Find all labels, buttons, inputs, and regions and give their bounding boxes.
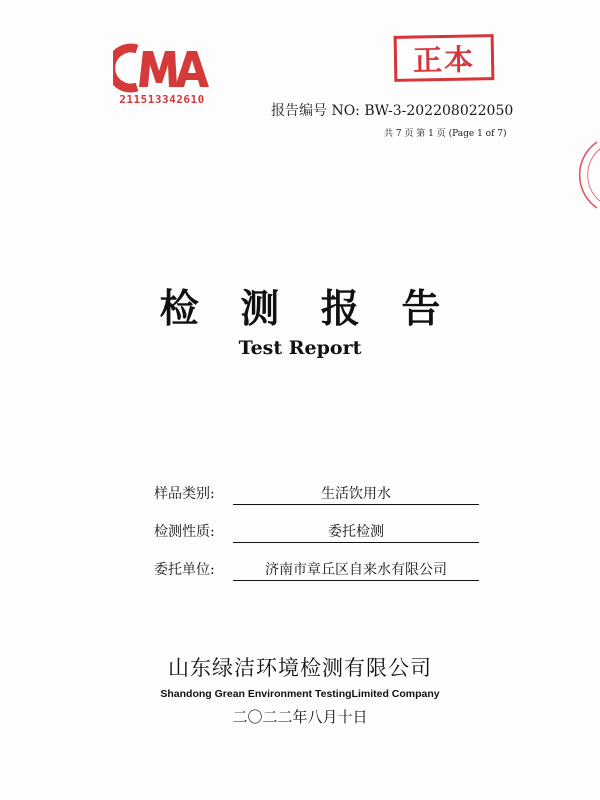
cma-certificate-code: 211513342610	[119, 93, 205, 106]
field-value: 生活饮用水	[233, 483, 479, 505]
cma-logo-m	[139, 51, 177, 87]
field-value: 济南市章丘区自来水有限公司	[233, 559, 479, 581]
partial-seal-arc	[580, 142, 597, 208]
report-date: 二〇二二年八月十日	[232, 708, 368, 726]
company-name-chinese: 山东绿洁环境检测有限公司	[168, 656, 432, 680]
page-info: 共 7 页 第 1 页 (Page 1 of 7)	[384, 129, 507, 139]
company-name-english: Shandong Grean Environment TestingLimited Company	[160, 688, 440, 700]
field-label: 委托单位:	[154, 562, 215, 578]
original-copy-stamp: 正本	[394, 34, 495, 82]
report-title-english: Test Report	[238, 337, 362, 359]
partial-seal-edge	[577, 140, 600, 210]
cma-logo-a	[175, 51, 209, 87]
report-title-chinese: 检 测 报 告	[159, 286, 455, 332]
cma-logo-c-arc	[113, 48, 137, 88]
field-label: 检测性质:	[154, 524, 215, 540]
field-label: 样品类别:	[154, 486, 215, 502]
field-value: 委托检测	[233, 521, 479, 543]
report-number: 报告编号 NO: BW-3-202208022050	[271, 103, 514, 119]
partial-seal-inner-arc	[588, 148, 600, 202]
